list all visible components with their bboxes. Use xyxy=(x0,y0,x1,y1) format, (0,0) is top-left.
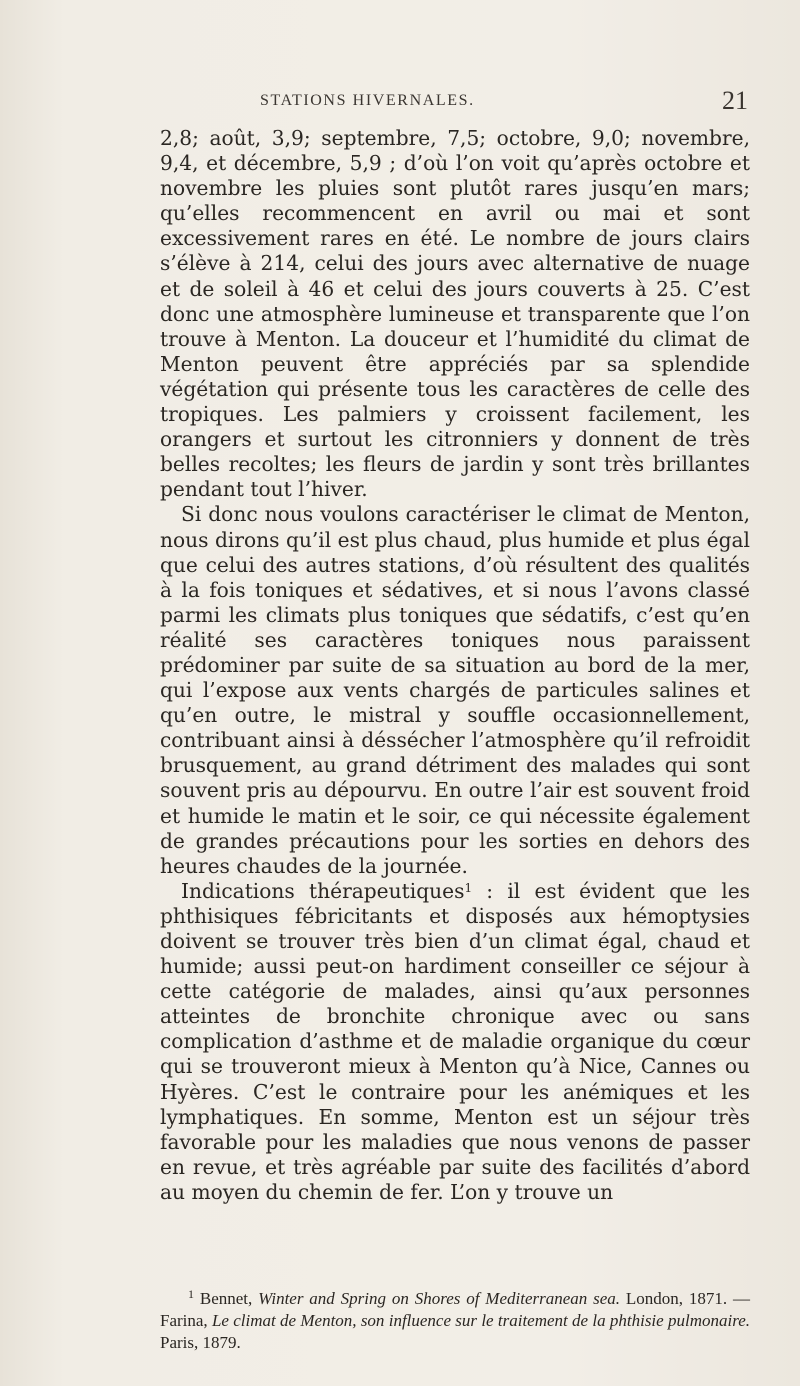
footnote-1 xyxy=(160,1288,750,1354)
page-number: 21 xyxy=(722,86,748,115)
running-head: STATIONS HIVERNALES. xyxy=(260,92,475,109)
therapeutic-indications-text: : il est évident que les phthisiques fébricitants et disposés aux hémoptysies doivent se trouver très bien d’un climat égal, chaud et humide; aussi peut-on hardiment conseiller ce séjour à cette catégorie de malades, ainsi qu’aux personnes atteintes de bronchite chronique avec ou sans complication d’asthme et de maladie organique du cœur qui se trouveront mieux à Menton qu’à Nice, Cannes ou Hyères. C’est le contraire pour les anémiques et les lymphatiques. En somme, Menton est un séjour très favorable pour les maladies que nous venons de passer en revue, et très agréable par suite des facilités d’abord au moyen du chemin de fer. L’on y trouve un xyxy=(160,878,751,1204)
footnote-author-bennet: Bennet, xyxy=(194,1289,259,1308)
paragraph-therapeutic-indications xyxy=(160,879,750,1205)
footnote-place-paris: Paris, 1879. xyxy=(160,1333,241,1352)
page-header xyxy=(200,86,748,122)
footnote-mark: 1 xyxy=(188,1287,194,1301)
therapeutic-indications-lead: Indications thérapeutiques xyxy=(181,878,465,903)
main-text xyxy=(160,126,750,1205)
paragraph-climate-statistics: 2,8; août, 3,9; septembre, 7,5; octobre, 9,0; novembre, 9,4, et décembre, 5,9 ; d’où l’on voit qu’après octobre et novembre les pluies sont plutôt rares jusqu’en mars; qu’elles recommencent en avril ou mai et sont excessivement rares en été. Le nombre de jours clairs s’élève à 214, celui des jours avec alternative de nuage et de soleil à 46 et celui des jours couverts à 25. C’est donc une atmosphère lumineuse et transparente que l’on trouve à Menton. La douceur et l’humidité du climat de Menton peuvent être appréciés par sa splendide végétation qui présente tous les caractères de celle des tropiques. Les palmiers y croissent facilement, les orangers et surtout les citronniers y donnent de très belles recoltes; les fleurs de jardin y sont très brillantes pendant tout l’hiver. xyxy=(160,126,750,502)
paragraph-climate-characterization: Si donc nous voulons caractériser le climat de Menton, nous dirons qu’il est plus chaud, plus humide et plus égal que celui des autres stations, d’où résultent des qualités à la fois toniques et sédatives, et si nous l’avons classé parmi les climats plus toniques que sédatifs, c’est qu’en réalité ses caractères toniques nous paraissent prédominer par suite de sa situation au bord de la mer, qui l’expose aux vents chargés de particules salines et qu’en outre, le mistral y souffle occasionnellement, contribuant ainsi à déssécher l’atmosphère qu’il refroidit brusquement, au grand détriment des malades qui sont souvent pris au dépourvu. En outre l’air est souvent froid et humide le matin et le soir, ce qui nécessite également de grandes précautions pour les sorties en dehors des heures chaudes de la journée. xyxy=(160,502,750,878)
footnote-reference-mark: 1 xyxy=(464,880,473,895)
footnote-title-bennet: Winter and Spring on Shores of Mediterranean sea. xyxy=(258,1289,621,1308)
footnotes xyxy=(160,1288,750,1354)
footnote-title-farina: Le climat de Menton, son influence sur le traitement de la phthisie pulmonaire. xyxy=(211,1311,750,1330)
footnote-place-farina: London, 1871. — Farina, xyxy=(160,1289,750,1330)
